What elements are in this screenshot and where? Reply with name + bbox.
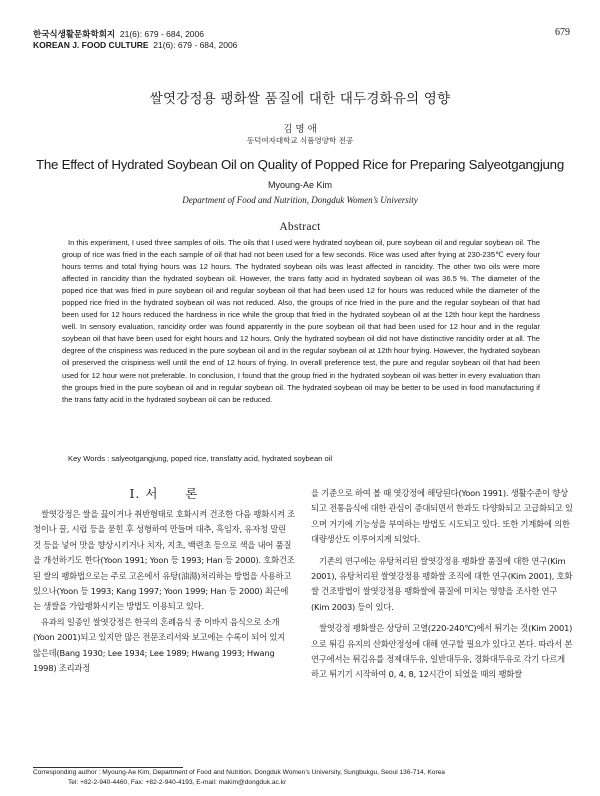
abstract-text: In this experiment, I used three samples of oils. The oils that I used were hydrated soybean oil, pure soybean oil and regular soybean oil. The group of rice was fried in the each sample of oil that had not been used for a few seconds. Rice was used after frying at 230-235℃ every four hours terms and total frying hours was 12 hours. The hydrated soybean oils was least affected in rancidity. The other two oils were more affected in rancidity than the hydrated soybean oil. However, the trans fatty acid in hydrated soybean oil was 36.5 %. The diameter of the poped rice that was fried in pure soybean oil and regular soybean oil that had been used 12 for hours was reduced while the diameter of the popped rice fried in the hydrated soybean oil was not reduced. Also, the groups of rice fried in the pure and the regular soybean oil that had been used for 12 hours reduced the hardness in rice while the group that fried in the hydrated soybean oil at the 12th hour kept the hardness well. In sensory evaluation, rancidity order was found apparently in the pure soybean oil that had been used for 12 hour and in the regular soybean oil that have been used for eight hours and 12 hours. Only the hydrated soybean oil did not have distinctive rancidity order at all. The degree of the crispiness was reduced in the pure soybean oil and in the regular soybean oil at 12th hour frying. However, the hydrated soybean oil preserved the crispiness well until the end of 12 hours of frying. In overall preference test, the pure and regular soybean oil that had been used for 12 hour were not preferable. In conclusion, I found that the group fried in the hydrated soybean oil was better in every evaluation than the groups fried in the pure soybean oil and in regular soybean oil. The hydrated soybean oil may be better to be used in food manufacturing if the trans fatty acid in the hydrated soybean oil can be reduced. [62, 238, 540, 404]
keywords: Key Words : salyeotgangjung, poped rice, transfatty acid, hydrated soybean oil [68, 454, 333, 463]
body-column-left [33, 486, 295, 676]
title-korean: 쌀엿강정용 팽화쌀 품질에 대한 대두경화유의 영향 [149, 91, 451, 107]
intro-paragraph-4: 쌀엿강정 팽화쌀은 상당히 고열(220-240℃)에서 튀기는 것(Kim 2001)으로 튀김 유지의 산화안정성에 대해 연구할 필요가 있다고 본다. 따라서 본 연구에서는 튀김유를 정제대두유, 일반대두유, 경화대두유로 각기 다르게 하고 튀기기 시작하여 0, 4, 8, 12시간이 되었을 때의 팽화쌀 [311, 623, 573, 680]
abstract-heading: Abstract [279, 221, 321, 233]
intro-paragraph-2-continued: 을 기준으로 하여 볼 때 엿강정에 해당된다(Yoon 1991). 생활수준이 향상되고 전통음식에 대한 관심이 증대되면서 한과도 다양화되고 고급화되고 있으며 거기에 기능성을 부여하는 방법도 시도되고 있다. 또한 기계화에 의한 대량생산도 이루어지게 되었다. [311, 488, 573, 545]
author-english: Myoung-Ae Kim [267, 180, 333, 190]
intro-paragraph-2: 유과의 일종인 쌀엿강정은 한국의 혼례음식 중 이바지 음식으로 소개(Yoon 2001)되고 있지만 많은 전문조리서와 보고에는 수록이 되어 있지 않은데(Bang 1930; Lee 1934; Lee 1989; Hwang 1993; Hwang 1998) 조리과정 [33, 616, 286, 674]
citation-ko: 21(6): 679 - 684, 2006 [119, 29, 204, 39]
affiliation-korean: 동덕여자대학교 식품영양학 전공 [246, 136, 354, 145]
intro-paragraph-1: 쌀엿강정은 쌀을 끓이거나 취반형태로 호화시켜 건조한 다음 팽화시켜 조청이나 꿀, 시럽 등을 묻힌 후 성형하여 만들며 대추, 흑임자, 유자청 말린 것 등을 넣어 맛을 향상시키거나 치자, 지초, 백련초 등으로 색을 내어 품질을 개선하기도 한다(Yoon 1991; Yoon 등 1993; Han 등 2000). 호화건조된 쌀의 팽화법으로는 주로 고온에서 유탕(油湯)처리하는 방법을 사용하고 있으나(Yoon 등 1993; Kang 1997; Yoon 1999; Han 등 2000) 최근에는 생쌀을 가압팽화시키는 방법도 이용되고 있다. [33, 509, 295, 612]
journal-header-en [33, 40, 237, 51]
footnote-divider [33, 767, 183, 768]
page-number: 679 [555, 27, 570, 38]
author-korean: 김 명 애 [283, 124, 317, 135]
footnote-corresponding-author: Corresponding author : Myoung-Ae Kim, Department of Food and Nutrition, Dongduk Women’s University, Sungbukgu, Seoul 136-714, Korea [33, 769, 445, 776]
affiliation-english: Department of Food and Nutrition, Dongduk Women’s University [182, 195, 418, 205]
citation-en: 21(6): 679 - 684, 2006 [153, 40, 238, 50]
title-english: The Effect of Hydrated Soybean Oil on Quality of Popped Rice for Preparing Salyeotgangjung [36, 157, 564, 172]
section-heading-introduction: I. 서 론 [129, 486, 199, 501]
body-column-right [311, 486, 573, 683]
footnote-contact: Tel: +82-2-940-4460, Fax: +82-2-940-4193, E-mail: makim@dongduk.ac.kr [68, 779, 287, 786]
journal-header-ko [33, 29, 204, 40]
intro-paragraph-3: 기존의 연구에는 유탕처리된 쌀엿강정용 팽화쌀 품질에 대한 연구(Kim 2001), 유탕처리된 쌀엿강정용 팽화쌀 조직에 대한 연구(Kim 2001), 호화쌀 건조방법이 쌀엿강정용 팽화쌀에 품질에 미치는 영향을 조사한 연구(Kim 2003) 등이 있다. [311, 555, 573, 612]
journal-name-en: KOREAN J. FOOD CULTURE [33, 40, 149, 50]
journal-name-ko: 한국식생활문화학회지 [33, 29, 116, 39]
